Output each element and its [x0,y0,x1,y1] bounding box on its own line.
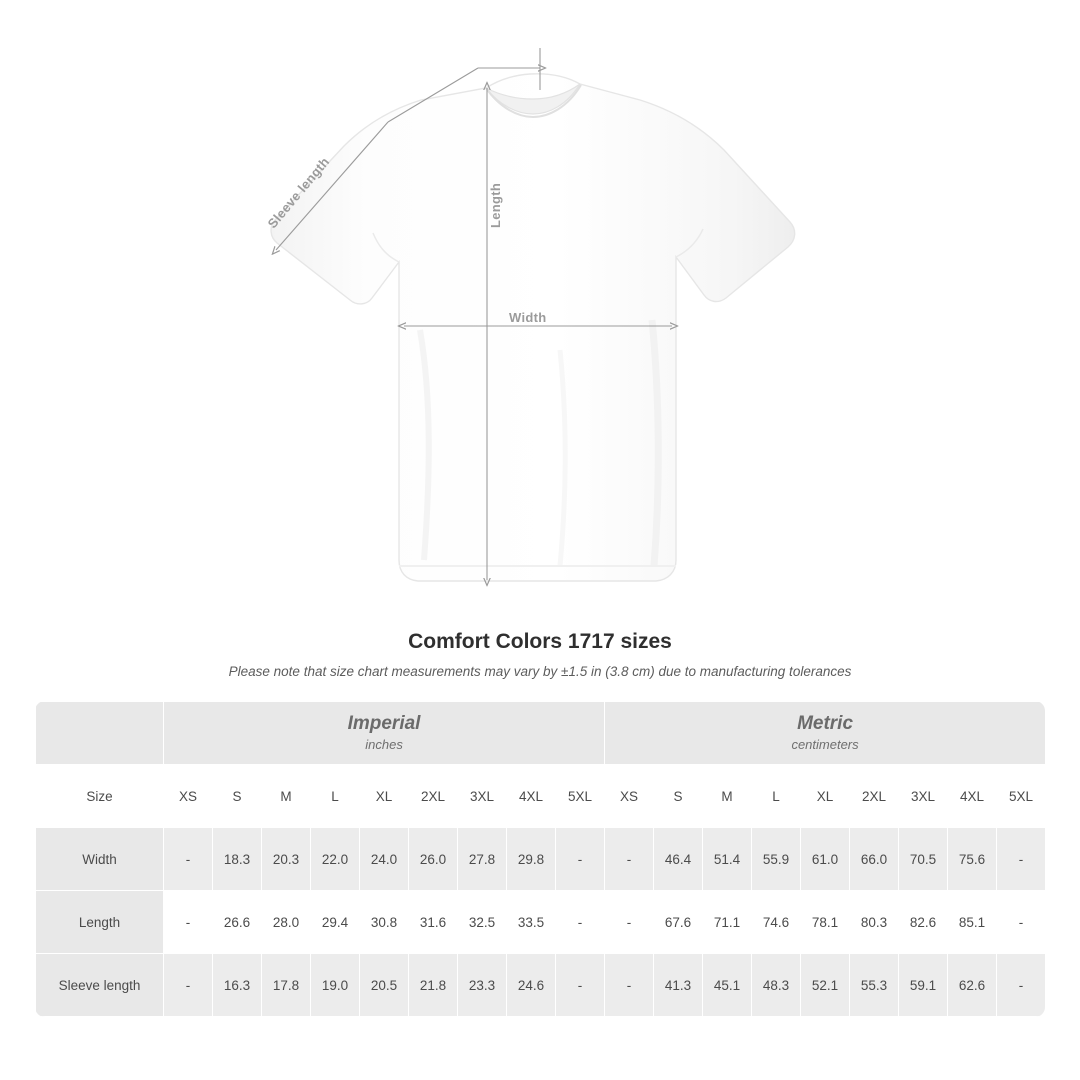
measurement-cell: - [997,828,1045,891]
measurement-cell: 51.4 [703,828,752,891]
size-header-cell: M [703,765,752,828]
width-dimension-label: Width [509,310,547,325]
measurement-cell: 21.8 [409,954,458,1017]
unit-header-row [36,702,1046,765]
title-block [0,630,1080,679]
measurement-cell: 29.4 [311,891,360,954]
size-header-cell: S [654,765,703,828]
size-header-cell: 4XL [507,765,556,828]
measurement-cell: 20.5 [360,954,409,1017]
table-row [36,828,1046,891]
size-header-row [36,765,1046,828]
size-header-cell: XS [605,765,654,828]
size-header-cell: 3XL [899,765,948,828]
unit-header-imperial [164,702,605,765]
measurement-cell: 71.1 [703,891,752,954]
measurement-cell: 24.6 [507,954,556,1017]
measurement-cell: - [605,891,654,954]
measurement-cell: - [605,828,654,891]
measurement-cell: 19.0 [311,954,360,1017]
measurement-cell: 23.3 [458,954,507,1017]
measurement-cell: 45.1 [703,954,752,1017]
measurement-cell: 17.8 [262,954,311,1017]
measurement-cell: 78.1 [801,891,850,954]
size-header-cell: 3XL [458,765,507,828]
size-chart-table [35,701,1045,1017]
measurement-cell: 74.6 [752,891,801,954]
tolerance-note: Please note that size chart measurements may vary by ±1.5 in (3.8 cm) due to manufacturing tolerances [228,664,852,679]
size-header-cell: 5XL [997,765,1045,828]
measurement-cell: 20.3 [262,828,311,891]
measurement-cell: 22.0 [311,828,360,891]
measurement-cell: 26.0 [409,828,458,891]
table-row [36,891,1046,954]
measurement-cell: 46.4 [654,828,703,891]
table-corner-blank [36,702,164,765]
measurement-cell: 55.3 [850,954,899,1017]
size-header-cell: L [311,765,360,828]
unit-name: Metric [797,713,854,735]
measurement-cell: - [164,954,213,1017]
size-header-cell: 5XL [556,765,605,828]
row-header-cell: Width [36,828,164,891]
size-header-cell: M [262,765,311,828]
measurement-cell: 27.8 [458,828,507,891]
measurement-cell: 62.6 [948,954,997,1017]
measurement-cell: - [164,828,213,891]
size-label-cell: Size [36,765,164,828]
measurement-cell: 52.1 [801,954,850,1017]
measurement-cell: - [556,954,605,1017]
measurement-cell: - [164,891,213,954]
page-title: Comfort Colors 1717 sizes [408,630,672,653]
tshirt-shape [271,74,795,581]
measurement-cell: 26.6 [213,891,262,954]
unit-name: Imperial [347,713,421,735]
unit-header-metric [605,702,1045,765]
size-header-cell: L [752,765,801,828]
size-header-cell: S [213,765,262,828]
measurement-cell: 55.9 [752,828,801,891]
measurement-cell: 41.3 [654,954,703,1017]
measurement-cell: - [556,828,605,891]
measurement-cell: - [997,891,1045,954]
size-header-cell: XL [360,765,409,828]
measurement-cell: - [556,891,605,954]
measurement-cell: 75.6 [948,828,997,891]
size-chart-table-wrap [35,701,1045,1017]
table-row [36,954,1046,1017]
row-header-cell: Sleeve length [36,954,164,1017]
size-header-cell: XS [164,765,213,828]
row-header-cell: Length [36,891,164,954]
measurement-cell: 31.6 [409,891,458,954]
measurement-cell: 30.8 [360,891,409,954]
measurement-cell: 16.3 [213,954,262,1017]
measurement-cell: 28.0 [262,891,311,954]
measurement-cell: 33.5 [507,891,556,954]
unit-subtitle: centimeters [791,736,859,752]
measurement-cell: - [605,954,654,1017]
measurement-cell: 32.5 [458,891,507,954]
measurement-cell: 66.0 [850,828,899,891]
size-header-cell: 4XL [948,765,997,828]
unit-subtitle: inches [365,736,403,752]
measurement-cell: 48.3 [752,954,801,1017]
size-header-cell: 2XL [409,765,458,828]
measurement-cell: 59.1 [899,954,948,1017]
measurement-cell: 29.8 [507,828,556,891]
measurement-cell: 67.6 [654,891,703,954]
measurement-cell: 70.5 [899,828,948,891]
length-dimension-label: Length [488,182,503,228]
measurement-cell: 82.6 [899,891,948,954]
measurement-cell: 80.3 [850,891,899,954]
size-header-cell: 2XL [850,765,899,828]
measurement-cell: 61.0 [801,828,850,891]
measurement-cell: 24.0 [360,828,409,891]
size-header-cell: XL [801,765,850,828]
measurement-cell: 85.1 [948,891,997,954]
sleeve-length-dimension-label: Sleeve length [264,154,333,231]
measurement-cell: - [997,954,1045,1017]
measurement-cell: 18.3 [213,828,262,891]
